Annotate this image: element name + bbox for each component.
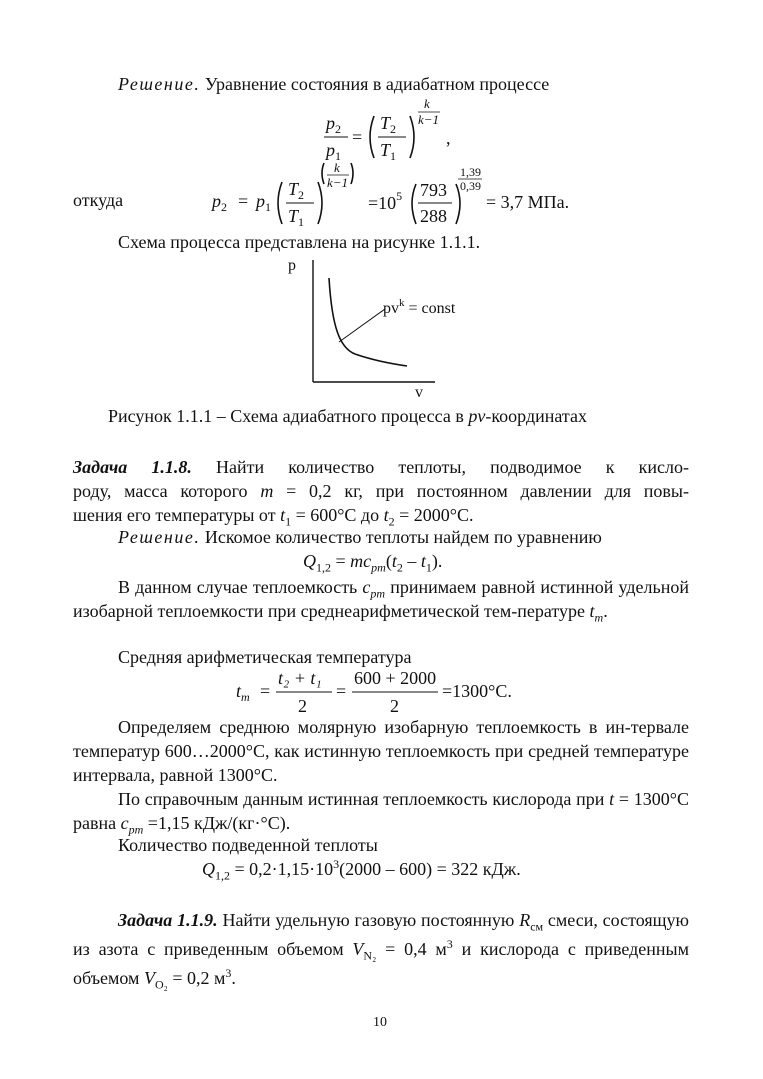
paragraph-reference-data bbox=[73, 787, 689, 835]
eq3-Q-sub: 1,2 bbox=[316, 560, 331, 575]
task-119-e-exp: 3 bbox=[225, 966, 232, 980]
solution-intro-text: Уравнение состояния в адиабатном процессе bbox=[200, 74, 550, 94]
eq2-lhs: $p_2$ bbox=[212, 191, 227, 214]
adiabatic-curve bbox=[329, 278, 407, 366]
eq1-paren-left bbox=[370, 116, 374, 158]
eq1-p1: $p_1$ bbox=[326, 140, 341, 163]
eq2-exp-paren-left bbox=[322, 163, 324, 184]
figure-caption bbox=[108, 406, 587, 427]
eq2-T2: $T_2$ bbox=[288, 179, 305, 202]
task-118-line3 bbox=[73, 503, 689, 527]
task-119-end: . bbox=[231, 968, 236, 988]
task-119-R: R bbox=[519, 910, 531, 930]
task-118-text3b: = 600°С до bbox=[291, 505, 384, 525]
caption-pv: pv bbox=[468, 406, 486, 426]
axis-label-p: p bbox=[288, 257, 296, 274]
task-119-text-b: смеси, состоящую из азота с приведенным объемом bbox=[73, 910, 689, 959]
eq5-text-a: = 0,2·1,15·10 bbox=[230, 859, 334, 879]
eq2-exp-den: 0,39 bbox=[460, 179, 481, 193]
task-118-t1: t bbox=[280, 505, 286, 525]
eq3-mc-sub: pm bbox=[371, 560, 386, 575]
eq2-result: = 3,7 МПа. bbox=[486, 192, 570, 212]
caption-prefix: Рисунок 1.1.1 – Схема адиабатного процесса в bbox=[108, 406, 469, 426]
para3-t: t bbox=[609, 789, 615, 809]
eq2-num: 793 bbox=[420, 180, 447, 200]
para1-t: t bbox=[589, 601, 595, 621]
para1-text-b: принимаем равной истинной удельной изобарной теплоемкости при среднеарифметической тем-пературе bbox=[73, 577, 689, 621]
page-number: 10 bbox=[373, 1015, 387, 1030]
eq3-paren-open: ( bbox=[385, 551, 392, 571]
task-119-V-nitrogen-sub: N₂ bbox=[363, 948, 377, 963]
avg-temperature-title: Средняя арифметическая температура bbox=[118, 647, 412, 667]
para1-text-a: В данном случае теплоемкость bbox=[118, 577, 363, 597]
task-119-V-oxygen: V bbox=[143, 968, 155, 988]
eq5-exp: 3 bbox=[333, 857, 340, 871]
eq2-prefix: откуда bbox=[73, 190, 124, 210]
task-118-text2b: = 0,2 кг, при постоянном давлении для повы- bbox=[273, 481, 689, 501]
eq1-exp-k1: k−1 bbox=[418, 112, 440, 127]
task-118-text3c: = 2000°С. bbox=[394, 505, 474, 525]
eq2-num-paren-left bbox=[412, 184, 416, 224]
equation-state-ratio bbox=[320, 96, 480, 168]
eq3-t2-sub: 2 bbox=[396, 560, 403, 575]
para3-text-b: = 1300°С равна bbox=[73, 789, 690, 833]
eq2-exp-k1: k−1 bbox=[327, 175, 349, 190]
para3-text-d: =1,15 кДж/(кг·°С). bbox=[143, 813, 291, 833]
caption-suffix: -координатах bbox=[485, 406, 587, 426]
task-118-t2-sub: 2 bbox=[388, 514, 395, 529]
eq3-Q: Q bbox=[303, 551, 316, 571]
eq3-t2: t bbox=[391, 551, 397, 571]
equation-heat bbox=[303, 551, 443, 575]
task-119-text-e: = 0,2 м bbox=[167, 968, 226, 988]
eq5-Q: Q bbox=[202, 859, 215, 879]
eq3-equals: = bbox=[331, 551, 351, 571]
solution-2-label: Решение. bbox=[118, 527, 201, 547]
eq4-result: =1300°С. bbox=[442, 681, 512, 701]
task-119-R-sub: см bbox=[530, 919, 544, 934]
solution-2-text: Искомое количество теплоты найдем по уравнению bbox=[200, 527, 602, 547]
solution-intro bbox=[118, 74, 549, 95]
eq3-minus: – bbox=[402, 551, 421, 571]
equation-p2-result bbox=[210, 160, 610, 232]
task-118-text1: Найти количество теплоты, подводимое к кисло- bbox=[191, 457, 689, 477]
solution-label: Решение. bbox=[118, 74, 201, 94]
eq2-exp-num: 1,39 bbox=[460, 165, 481, 179]
paragraph-molar-capacity bbox=[73, 715, 689, 787]
eq3-mc: mc bbox=[350, 551, 372, 571]
eq4-tm: $t_m$ bbox=[236, 681, 250, 704]
eq4-num2: 600 + 2000 bbox=[354, 668, 437, 688]
eq1-T1: $T_1$ bbox=[380, 140, 397, 163]
eq3-t1: t bbox=[420, 551, 426, 571]
eq3-t1-sub: 1 bbox=[425, 560, 432, 575]
eq2-ten: $=10^5$ bbox=[368, 189, 403, 213]
eq4-num1: t₂ + t₁ bbox=[278, 668, 322, 688]
eq1-p2: $p_2$ bbox=[326, 113, 341, 136]
task-118-line1 bbox=[73, 455, 689, 479]
eq1-comma: , bbox=[446, 128, 451, 148]
task-118-mass-symbol: m bbox=[260, 481, 274, 501]
eq2-exp-paren-right bbox=[351, 163, 353, 184]
task-119-text-c: = 0,4 м bbox=[376, 939, 447, 959]
curve-label-leader bbox=[339, 309, 385, 342]
eq4-equals: = bbox=[260, 681, 271, 701]
eq2-paren-left bbox=[278, 182, 282, 224]
eq5-text-b: (2000 – 600) = 322 кДж. bbox=[339, 859, 521, 879]
axis-label-v: v bbox=[415, 384, 423, 401]
curve-label: $pv^k$ = const bbox=[383, 297, 456, 317]
equation-heat-result bbox=[202, 857, 521, 883]
task-118-t2: t bbox=[383, 505, 389, 525]
para3-text-a: По справочным данным истинная теплоемкость кислорода при bbox=[118, 789, 610, 809]
eq2-T1: $T_1$ bbox=[288, 206, 305, 229]
eq2-exp-k: k bbox=[334, 160, 340, 175]
task-118-text2a: роду, масса которого bbox=[73, 481, 261, 501]
para1-c-sub: pm bbox=[370, 586, 386, 601]
eq2-paren-right bbox=[318, 182, 322, 224]
eq2-p1: $p_1$ bbox=[256, 191, 271, 214]
adiabatic-process-diagram bbox=[285, 257, 485, 401]
eq4-den2: 2 bbox=[390, 696, 399, 716]
eq1-paren-right bbox=[410, 116, 414, 158]
para1-c: c bbox=[362, 577, 371, 597]
eq1-T2: $T_2$ bbox=[380, 113, 397, 136]
heat-title: Количество подведенной теплоты bbox=[118, 835, 378, 855]
task-119-text-a: Найти удельную газовую постоянную bbox=[217, 910, 520, 930]
solution-2 bbox=[118, 527, 602, 548]
para3-c: c bbox=[120, 813, 129, 833]
eq4-den1: 2 bbox=[298, 696, 307, 716]
eq2-den: 288 bbox=[420, 206, 447, 226]
task-118-title: Задача 1.1.8. bbox=[73, 457, 192, 477]
scheme-sentence: Схема процесса представлена на рисунке 1.1.1. bbox=[118, 232, 481, 252]
task-119-text-d: и кислорода с приведенным объемом bbox=[73, 939, 689, 988]
para1-t-sub: m bbox=[594, 610, 604, 625]
task-119-title: Задача 1.1.9. bbox=[118, 910, 218, 930]
task-119 bbox=[73, 906, 689, 993]
para2-text: Определяем среднюю молярную изобарную теплоемкость в ин-тервале температур 600…2000°С, как истинную теплоемкость при средней температуре интервала, равной 1300°С. bbox=[73, 717, 689, 785]
equation-mean-temperature bbox=[232, 664, 552, 720]
task-119-c-exp: 3 bbox=[446, 937, 453, 951]
paragraph-heat-capacity bbox=[73, 575, 689, 623]
task-119-V-oxygen-sub: O₂ bbox=[154, 977, 168, 992]
task-118-line2 bbox=[73, 479, 689, 503]
task-118-t1-sub: 1 bbox=[285, 514, 292, 529]
eq1-exp-k: k bbox=[424, 96, 430, 111]
eq2-equals: = bbox=[238, 191, 249, 211]
eq1-equals: = bbox=[352, 127, 363, 147]
para1-end: . bbox=[603, 601, 608, 621]
eq4-equals2: = bbox=[336, 681, 347, 701]
eq5-Q-sub: 1,2 bbox=[215, 868, 230, 883]
task-119-V-nitrogen: V bbox=[352, 939, 364, 959]
para3-c-sub: pm bbox=[128, 822, 144, 837]
task-118-text3a: шения его температуры от bbox=[73, 505, 281, 525]
eq3-paren-close: ). bbox=[431, 551, 443, 571]
